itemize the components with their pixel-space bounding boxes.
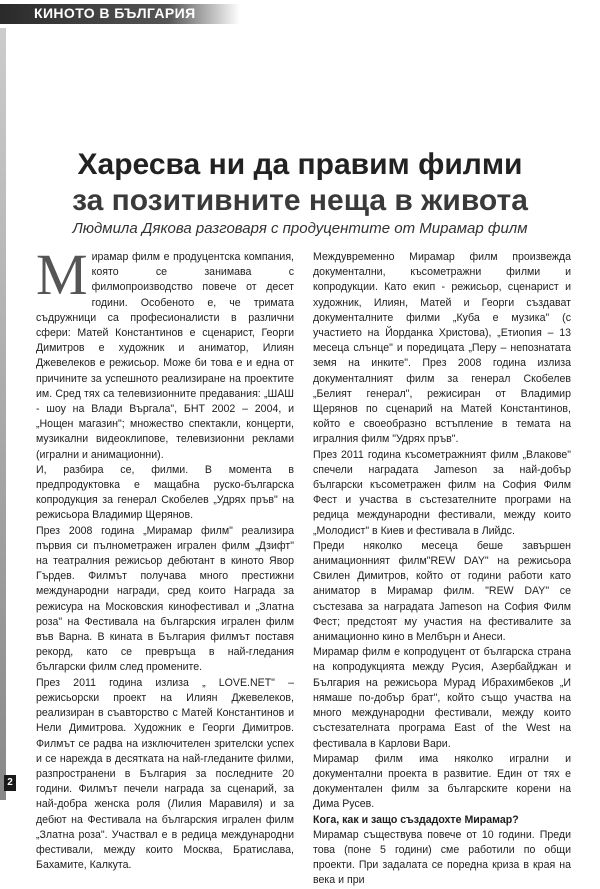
paragraph: И, разбира се, филми. В момента в предпродуктовка е мащабна руско-българска копродукция за генерал Скобелев „Удрях пръв" на режисьора Владимир Щерянов. bbox=[36, 463, 294, 522]
section-header bbox=[0, 0, 600, 28]
paragraph: През 2011 година излиза „ LOVE.NET" – режисьорски проект на Илиян Джевелеков, реализиран в съавторство с Матей Константинов и Нели Димитрова. Художник е Георги Димитров. Филмът се радва на изключителен зрителски успех и се нарежда в десятката на най-гледаните филми, разпространени в България за последните 20 години. Филмът печели награда за сценарий, за най-добра женска роля (Лилия Маравиля) и за дебют на Фестивала на българския игрален филм „Златна роза". Участвал е в редица международни фестивали, между които Москва, Братислава, Бахамите, Калкута. bbox=[36, 676, 294, 872]
paragraph: През 2011 година късометражният филм „Влакове" спечели наградата Jameson за най-добър български късометражен филм на София Филм Фест и участва в състезателните програми на редица международни фестивали, между които „Молодист" в Киев и фестивала в Лийдс. bbox=[313, 448, 571, 537]
interview-question: Кога, как и защо създадохте Мирамар? bbox=[313, 813, 519, 826]
paragraph-text: ирамар филм е продуцентска компания, която се занимава с филмопроизводство повече от десет години. Особеното е, че тримата съдружници са професионалисти в различни сфери: Матей Константинов е сценарист, Георги Димитров е художник и аниматор, Илиян Джевелеков е режисьор. Може би това е и една от причините за успешното реализиране на проектите им. Сред тях са телевизионните предавания: „ШАШ - шоу на Влади Въргала", БНТ 2002 – 2004, и „Нощен магазин"; множество спектакли, концерти, музикални видеоклипове, телевизионни реклами (игрални и анимационни). bbox=[36, 251, 294, 461]
paragraph: Мирамар филм има няколко игрални и документални проекта в развитие. Един от тях е документален филм за българските корени на Дима Русев. bbox=[313, 752, 571, 811]
paragraph: През 2008 година „Мирамар филм" реализира първия си пълнометражен игрален филм „Дзифт" на театралния режисьор дебютант в киното Явор Гърдев. Филмът получава много престижни международни награди, сред които Награда за режисура на Московския кинофестивал и „Златна роза" на Фестивала на българския игрален филм във Варна. В кината в България филмът поставя рекорд, като се превръща в най-гледания български филм след промените. bbox=[36, 524, 294, 674]
right-column bbox=[313, 250, 571, 889]
drop-cap: М bbox=[36, 242, 88, 307]
page-number: 2 bbox=[4, 775, 16, 791]
paragraph: Мирамар филм е копродуцент от българска страна на копродукцията между Русия, Азербайджан и България на режисьора Мурад Ибрахимбеков „И нямаше по-добър брат", който също участва на много международни фестивали, между които състезателната програма East of the West на фестивала в Карлови Вари. bbox=[313, 646, 571, 750]
article-title-line1: Харесва ни да правим филми bbox=[77, 148, 523, 181]
paragraph: Мирамар съществува повече от 10 години. Преди това (поне 5 години) сме работили по общи проекти. При задалата се поредна криза в края на века и при bbox=[313, 828, 571, 887]
left-column bbox=[36, 242, 294, 873]
section-title: КИНОТО В БЪЛГАРИЯ bbox=[34, 5, 196, 21]
paragraph bbox=[36, 242, 294, 463]
article-title-line2: за позитивните неща в живота bbox=[72, 184, 528, 217]
page-edge-strip bbox=[0, 28, 6, 800]
article-subtitle: Людмила Дякова разговаря с продуцентите от Мирамар филм bbox=[72, 220, 528, 237]
paragraph: Преди няколко месеца беше завършен анимационният филм"REW DAY" на режисьора Свилен Димитров, който от години работи като аниматор в Мирамар филм. "REW DAY" се състезава за наградата Jameson на София Филм Фест; предстоят му участия на фестивалите за анимационно кино в Мелбърн и Анеси. bbox=[313, 539, 571, 644]
paragraph: Междувременно Мирамар филм произвежда документални, късометражни филми и копродукции. Като екип - режисьор, сценарист и художник, Илиян, Матей и Георги създават документалните филми „Куба е музика" (с участието на Йорданка Христова), „Етиопия – 13 месеца слънце" и поредицата „Перу – непознатата земя на инките". През 2008 година излиза документалният филм за генерал Скобелев „Белият генерал", режисиран от Владимир Щерянов по сценарий на Матей Константинов, който е своеобразно встъпление в темата на игралния филм "Удрях пръв". bbox=[313, 251, 571, 446]
